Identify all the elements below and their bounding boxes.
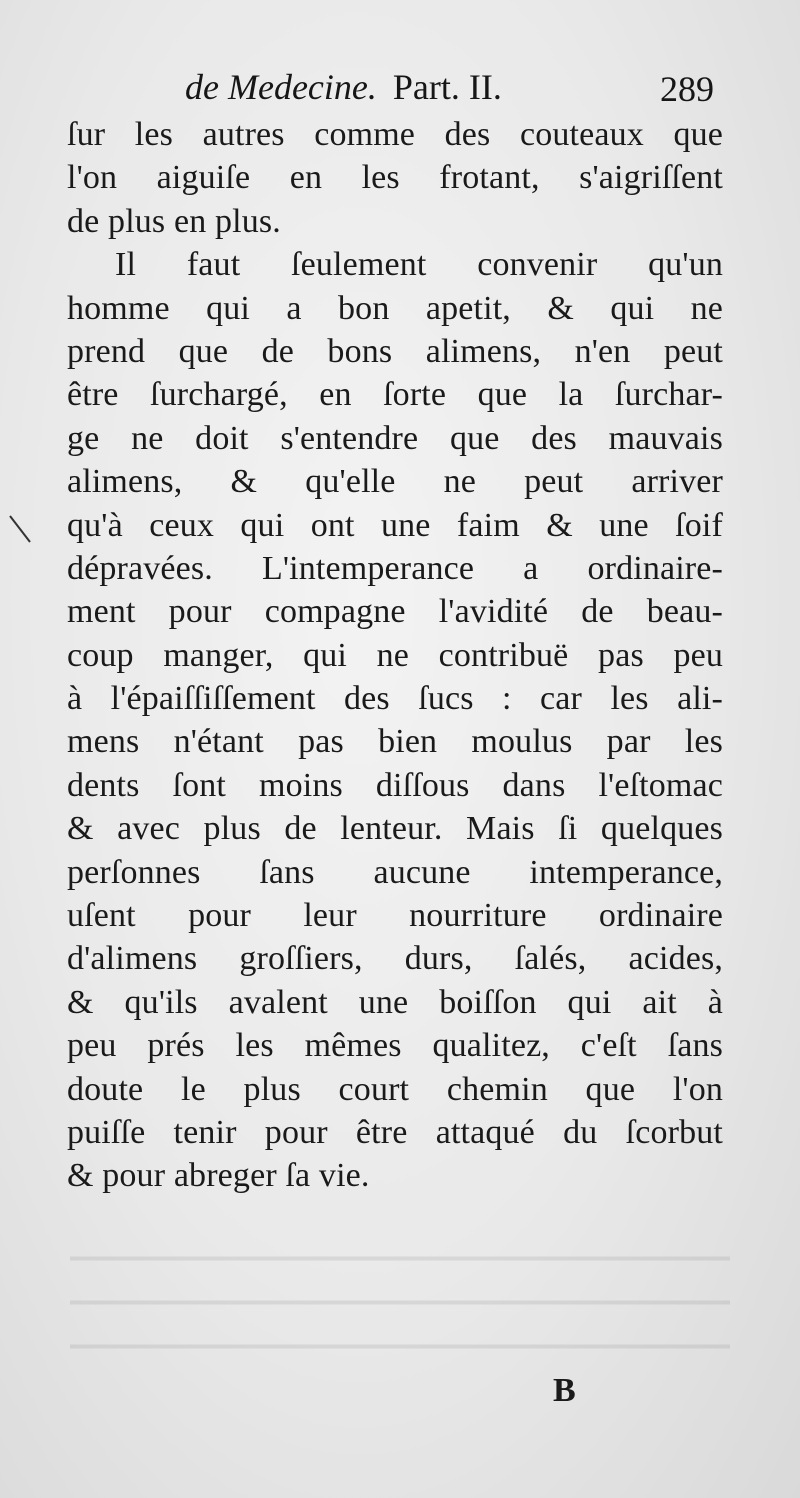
text-line: de plus en plus. (67, 202, 281, 240)
text-line: ge ne doit s'entendre que des mauvais (67, 419, 723, 457)
text-line: & avec plus de lenteur. Mais ſi quelques (67, 810, 723, 848)
page-number: 289 (660, 69, 714, 109)
text-line: dépravées. L'intemperance a ordinaire- (67, 549, 723, 587)
text-line: ſur les autres comme des couteaux que (67, 116, 723, 153)
text-line: Il faut ſeulement convenir qu'un (115, 246, 723, 284)
text-line: peu prés les mêmes qualitez, c'eſt ſans (67, 1027, 723, 1065)
text-line: l'on aiguiſe en les frotant, s'aigriſſent (67, 159, 723, 197)
text-line: homme qui a bon apetit, & qui ne (67, 289, 723, 327)
text-line: d'alimens groſſiers, durs, ſalés, acides, (67, 940, 723, 978)
text-line: mens n'étant pas bien moulus par les (67, 723, 723, 761)
text-line: & qu'ils avalent une boiſſon qui ait à (67, 983, 723, 1021)
text-line: uſent pour leur nourriture ordinaire (67, 897, 723, 935)
text-line: à l'épaiſſiſſement des ſucs : car les ali- (67, 680, 723, 718)
text-line: prend que de bons alimens, n'en peut (67, 332, 723, 370)
part-label: Part. II. (392, 67, 502, 107)
show-through (70, 1230, 730, 1370)
running-title: de Medecine. (185, 67, 377, 107)
text-line: doute le plus court chemin que l'on (67, 1070, 723, 1108)
text-line: dents ſont moins diſſous dans l'eſtomac (67, 766, 723, 804)
body-text (67, 113, 723, 1198)
text-line: être ſurchargé, en ſorte que la ſurchar- (67, 376, 723, 414)
text-line: coup manger, qui ne contribuë pas peu (67, 636, 723, 674)
signature-mark: B (553, 1372, 576, 1409)
text-line: & pour abreger ſa vie. (67, 1157, 370, 1195)
text-line: alimens, & qu'elle ne peut arriver (67, 463, 723, 501)
text-line: ment pour compagne l'avidité de beau- (67, 593, 723, 631)
text-line: perſonnes ſans aucune intemperance, (67, 853, 723, 891)
margin-stroke-mark (6, 512, 36, 546)
text-line: puiſſe tenir pour être attaqué du ſcorbut (67, 1113, 723, 1151)
text-line: qu'à ceux qui ont une faim & une ſoif (67, 506, 723, 544)
running-head (185, 66, 502, 108)
